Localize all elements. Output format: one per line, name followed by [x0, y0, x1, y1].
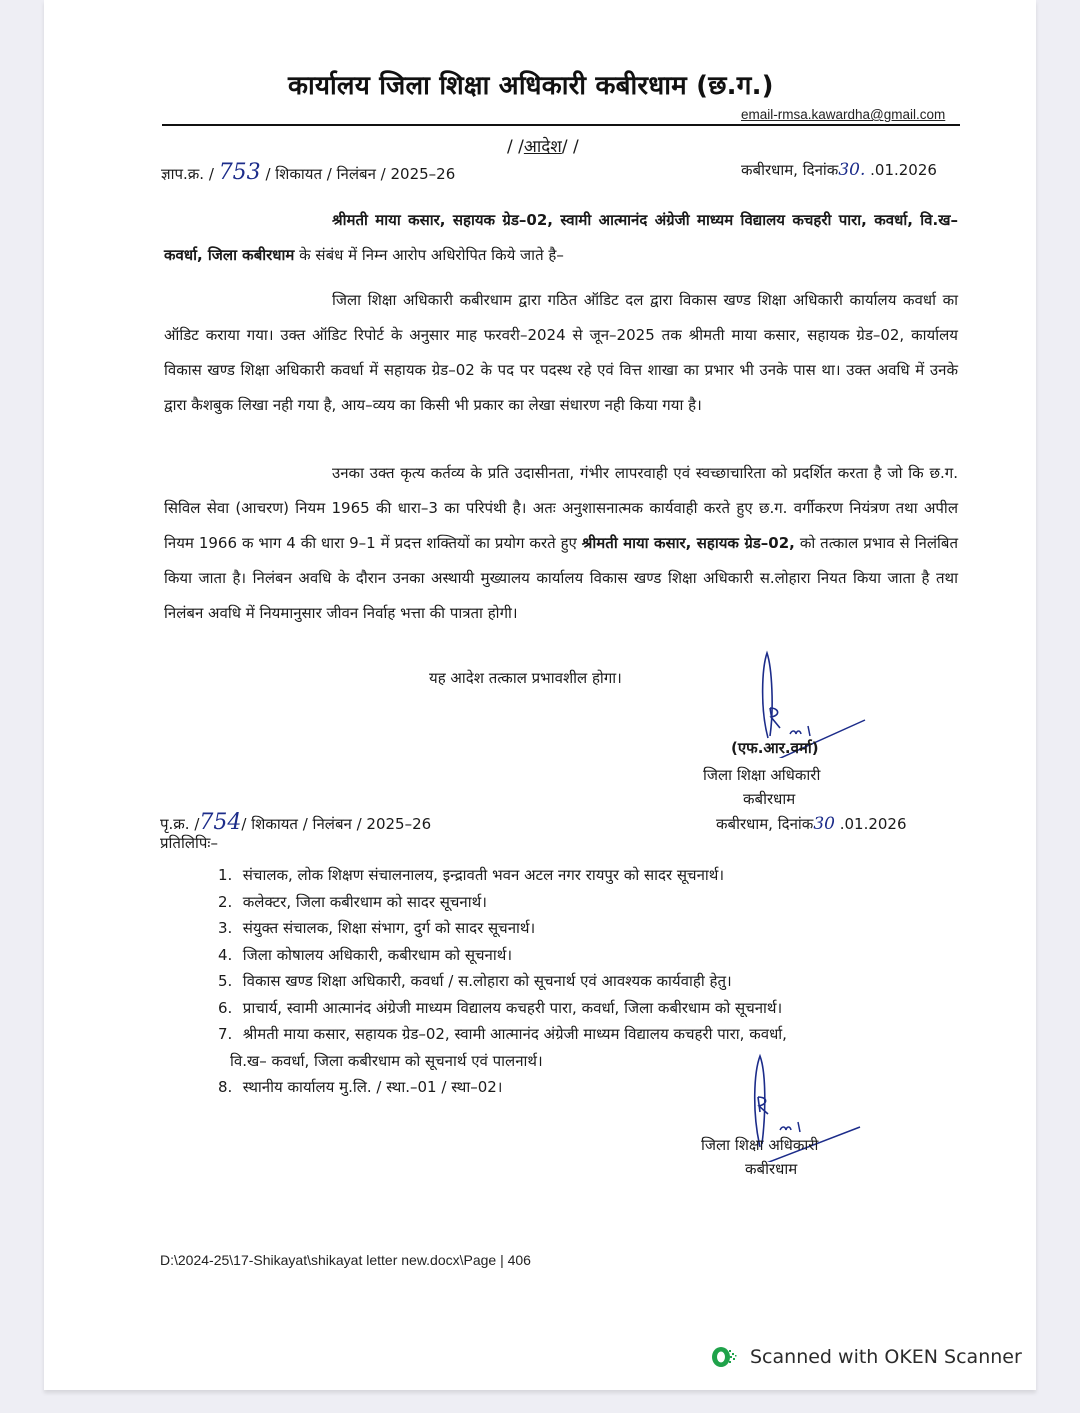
signatory-designation: जिला शिक्षा अधिकारी — [703, 766, 821, 784]
endorsement-ref-suffix: / शिकायत / निलंबन / 2025–26 — [241, 815, 432, 833]
file-path-footer: D:\2024-25\17-Shikayat\shikayat letter new.docx\Page | 406 — [160, 1252, 531, 1268]
recipient-number: 5. — [218, 972, 233, 990]
signature-place-date-prefix: कबीरधाम, दिनांक — [716, 815, 814, 833]
memo-ref-number: 753 — [218, 160, 261, 185]
recipient-text: संयुक्त संचालक, शिक्षा संभाग, दुर्ग को सादर सूचनार्थ। — [242, 919, 536, 937]
order-place-date — [741, 160, 937, 180]
recipient-number: 6. — [218, 998, 233, 1017]
order-place-date-prefix: कबीरधाम, दिनांक — [741, 161, 839, 179]
order-heading-text: आदेश — [523, 137, 562, 157]
recipient-text: जिला कोषालय अधिकारी, कबीरधाम को सूचनार्थ। — [242, 945, 513, 964]
charge-subject: श्रीमती माया कसार, सहायक ग्रेड–02, स्वामी आत्मानंद अंग्रेजी माध्यम विद्यालय कचहरी पारा, कवर्धा, वि.ख– कवर्धा, जिला कबीरधाम — [164, 211, 958, 264]
recipient-text: प्राचार्य, स्वामी आत्मानंद अंग्रेजी माध्यम विद्यालय कचहरी पारा, कवर्धा, जिला कबीरधाम को सूचनार्थ। — [242, 998, 783, 1017]
suspension-paragraph — [164, 456, 958, 631]
recipient-item — [218, 862, 938, 889]
signatory-2-place: कबीरधाम — [745, 1160, 798, 1178]
recipient-item — [218, 1021, 938, 1048]
order-heading-prefix: / / — [507, 137, 524, 157]
recipient-text: श्रीमती माया कसार, सहायक ग्रेड–02, स्वामी आत्मानंद अंग्रेजी माध्यम विद्यालय कचहरी पारा, कवर्धा, — [242, 1025, 787, 1043]
signatory-name: (एफ.आर.वर्मा) — [731, 739, 819, 757]
memo-ref-suffix: / शिकायत / निलंबन / 2025–26 — [265, 165, 456, 183]
signature-date-day: 30 — [813, 814, 835, 834]
oken-logo-icon — [710, 1345, 740, 1369]
recipient-item — [218, 942, 938, 969]
effective-statement: यह आदेश तत्काल प्रभावशील होगा। — [429, 669, 622, 687]
recipient-number: 1. — [218, 866, 233, 884]
order-heading — [507, 134, 579, 157]
header-divider — [162, 124, 960, 126]
recipient-number: 4. — [218, 945, 233, 964]
suspension-text-a: उनका उक्त कृत्य कर्तव्य के प्रति उदासीनता, गंभीर लापरवाही एवं स्वच्छाचारिता को प्रदर्शित करता है जो कि छ.ग. सिविल सेवा (आचरण) नियम 1965 की धारा–3 का परिपंथी है। अतः अनुशासनात्मक कार्यवाही करते हुए छ.ग. वर्गीकरण नियंत्रण तथा अपील नियम 1966 क भाग 4 की धारा 9–1 में प्रदत्त शक्तियों का प्रयोग करते हुए — [164, 464, 958, 552]
order-date-rest: .01.2026 — [865, 161, 937, 179]
signature-date-rest: .01.2026 — [834, 815, 907, 833]
memo-reference — [161, 160, 455, 185]
signatory-2-designation: जिला शिक्षा अधिकारी — [701, 1136, 819, 1154]
recipient-number: 2. — [218, 892, 233, 911]
recipient-text: संचालक, लोक शिक्षण संचालनालय, इन्द्रावती भवन अटल नगर रायपुर को सादर सूचनार्थ। — [242, 866, 725, 884]
scanner-watermark — [710, 1345, 1022, 1369]
recipient-text-continuation: वि.ख– कवर्धा, जिला कबीरधाम को सूचनार्थ एवं पालनार्थ। — [230, 1051, 543, 1070]
memo-ref-prefix: ज्ञाप.क्र. / — [161, 165, 214, 183]
endorsement-ref-prefix: पृ.क्र. / — [160, 815, 200, 833]
office-title: कार्यालय जिला शिक्षा अधिकारी कबीरधाम (छ.ग.) — [288, 71, 774, 101]
audit-paragraph: जिला शिक्षा अधिकारी कबीरधाम द्वारा गठित ऑडिट दल द्वारा विकास खण्ड शिक्षा अधिकारी कार्यालय कवर्धा का ऑडिट कराया गया। उक्त ऑडिट रिपोर्ट के अनुसार माह फरवरी–2024 से जून–2025 तक श्रीमती माया कसार, सहायक ग्रेड–02, कार्यालय विकास खण्ड शिक्षा अधिकारी कवर्धा में सहायक ग्रेड–02 के पद पर पदस्थ रहे एवं वित्त शाखा का प्रभार भी उनके पास था। उक्त अवधि में उनके द्वारा कैशबुक लिखा नही गया है, आय–व्यय का किसी भी प्रकार का लेखा संधारण नही किया गया है। — [164, 291, 958, 414]
copy-to-label: प्रतिलिपिः– — [160, 834, 218, 852]
endorsement-ref-number: 754 — [199, 810, 242, 835]
scanner-label: Scanned with OKEN Scanner — [750, 1346, 1022, 1368]
recipient-number: 7. — [218, 1025, 233, 1043]
endorsement-reference — [160, 810, 431, 835]
order-date-day: 30. — [838, 160, 866, 180]
recipient-text: विकास खण्ड शिक्षा अधिकारी, कवर्धा / स.लोहारा को सूचनार्थ एवं आवश्यक कार्यवाही हेतु। — [242, 972, 732, 990]
suspension-text-b: को तत्काल प्रभाव से निलंबित किया जाता है। निलंबन अवधि के दौरान उनका अस्थायी मुख्यालय कार्यालय विकास खण्ड शिक्षा अधिकारी स.लोहारा नियत किया जाता है तथा निलंबन अवधि में नियमानुसार जीवन निर्वाह भत्ता की पात्रता होगी। — [164, 534, 959, 622]
suspension-subject: श्रीमती माया कसार, सहायक ग्रेड–02, — [581, 534, 795, 552]
order-heading-suffix: / / — [561, 137, 579, 157]
recipient-text: कलेक्टर, जिला कबीरधाम को सादर सूचनार्थ। — [242, 892, 487, 911]
recipient-item — [218, 915, 938, 942]
recipient-text: स्थानीय कार्यालय मु.लि. / स्था.–01 / स्था–02। — [242, 1078, 503, 1096]
charge-intro: के संबंध में निम्न आरोप अधिरोपित किये जाते है– — [294, 246, 564, 264]
recipient-number: 8. — [218, 1078, 233, 1096]
recipient-item — [218, 889, 938, 916]
recipient-item — [218, 968, 938, 995]
signatory-place: कबीरधाम — [743, 790, 796, 808]
recipient-item — [218, 995, 938, 1022]
signature-place-date — [716, 814, 907, 834]
recipient-number: 3. — [218, 919, 233, 937]
charge-paragraph — [164, 203, 958, 273]
office-email: email-rmsa.kawardha@gmail.com — [741, 107, 946, 122]
